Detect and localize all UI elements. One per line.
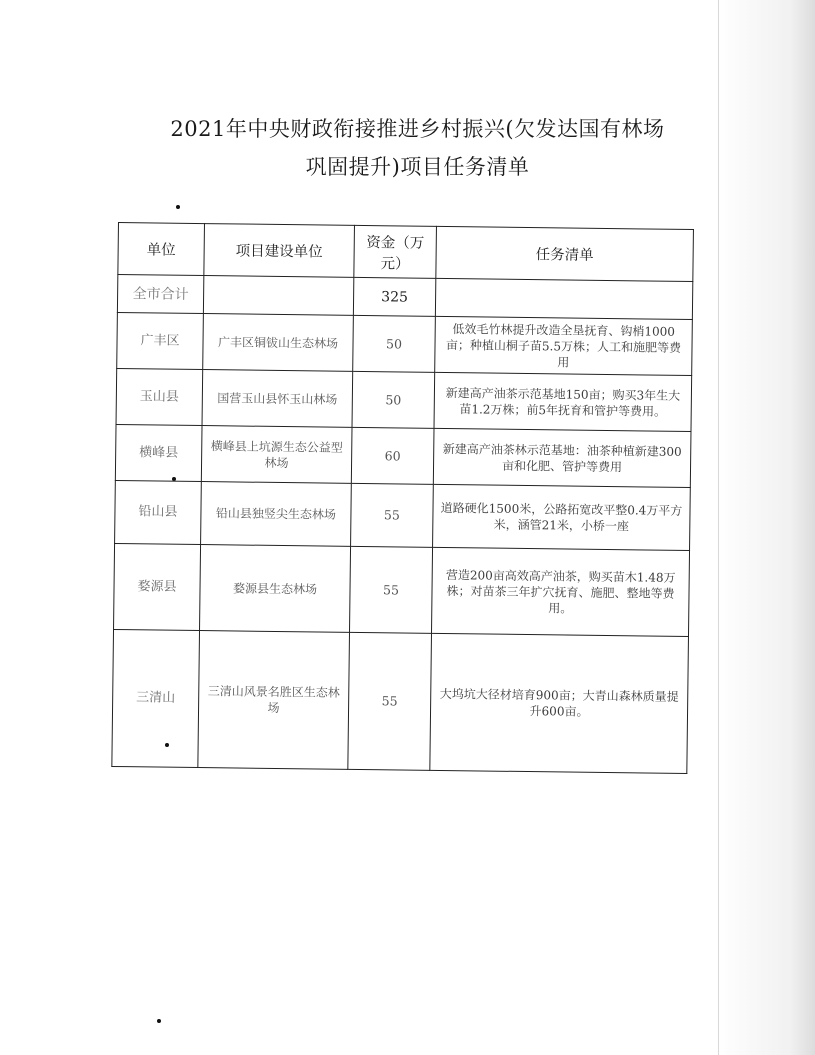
table-row bbox=[117, 312, 693, 375]
table-row bbox=[115, 424, 691, 487]
row-builder: 广丰区铜钹山生态林场 bbox=[203, 314, 354, 372]
row-fund: 55 bbox=[351, 483, 434, 547]
row-unit: 广丰区 bbox=[117, 312, 204, 369]
row-fund: 60 bbox=[351, 427, 434, 484]
row-fund: 55 bbox=[348, 632, 432, 770]
total-unit: 全市合计 bbox=[117, 275, 203, 314]
row-fund: 55 bbox=[350, 546, 433, 633]
task-table bbox=[111, 222, 694, 774]
row-tasks: 道路硬化1500米，公路拓宽改平整0.4万平方米，涵管21米，小桥一座 bbox=[433, 484, 691, 550]
row-tasks: 营造200亩高效高产油茶，购买苗木1.48万株；对苗茶三年扩穴抚育、施肥、整地等费用。 bbox=[431, 547, 689, 636]
header-unit: 单位 bbox=[118, 223, 205, 276]
row-unit: 铅山县 bbox=[115, 480, 202, 544]
total-fund: 325 bbox=[353, 277, 435, 316]
row-builder: 国营玉山县怀玉山林场 bbox=[202, 370, 353, 428]
scan-speck bbox=[176, 205, 180, 209]
row-builder: 横峰县上坑源生态公益型林场 bbox=[201, 426, 352, 484]
row-builder: 三清山风景名胜区生态林场 bbox=[198, 631, 350, 770]
title-line-2: 巩固提升)项目任务清单 bbox=[305, 155, 530, 179]
row-unit: 横峰县 bbox=[115, 424, 202, 481]
header-row bbox=[118, 223, 694, 282]
row-unit: 婺源县 bbox=[114, 543, 201, 630]
scan-speck bbox=[157, 1019, 161, 1023]
row-tasks: 新建高产油茶示范基地150亩；购买3年生大苗1.2万株；前5年抚育和管护等费用。 bbox=[434, 372, 692, 431]
row-unit: 玉山县 bbox=[116, 368, 203, 425]
row-fund: 50 bbox=[353, 315, 436, 372]
title-line-1: 2021年中央财政衔接推进乡村振兴(欠发达国有林场 bbox=[170, 117, 665, 141]
total-tasks bbox=[435, 278, 692, 319]
row-tasks: 大坞坑大径材培育900亩；大青山森林质量提升600亩。 bbox=[430, 633, 689, 773]
row-builder: 婺源县生态林场 bbox=[200, 545, 351, 633]
row-unit: 三清山 bbox=[112, 629, 200, 767]
table-row bbox=[115, 480, 691, 550]
row-builder: 铅山县独竖尖生态林场 bbox=[201, 482, 352, 547]
total-builder bbox=[203, 276, 353, 316]
header-builder: 项目建设单位 bbox=[204, 224, 355, 278]
table-row bbox=[112, 629, 689, 773]
row-tasks: 新建高产油茶林示范基地：油茶种植新建300亩和化肥、管护等费用 bbox=[433, 428, 691, 487]
document-title bbox=[110, 110, 725, 186]
header-tasks: 任务清单 bbox=[436, 226, 694, 281]
row-fund: 50 bbox=[352, 371, 435, 428]
row-tasks: 低效毛竹林提升改造全垦抚育、钩梢1000亩；种植山桐子苗5.5万株；人工和施肥等费用 bbox=[435, 316, 693, 375]
table-row bbox=[116, 368, 692, 431]
page-edge-shadow bbox=[715, 0, 815, 1055]
table-row bbox=[114, 543, 690, 636]
header-fund: 资金（万元） bbox=[354, 225, 437, 278]
